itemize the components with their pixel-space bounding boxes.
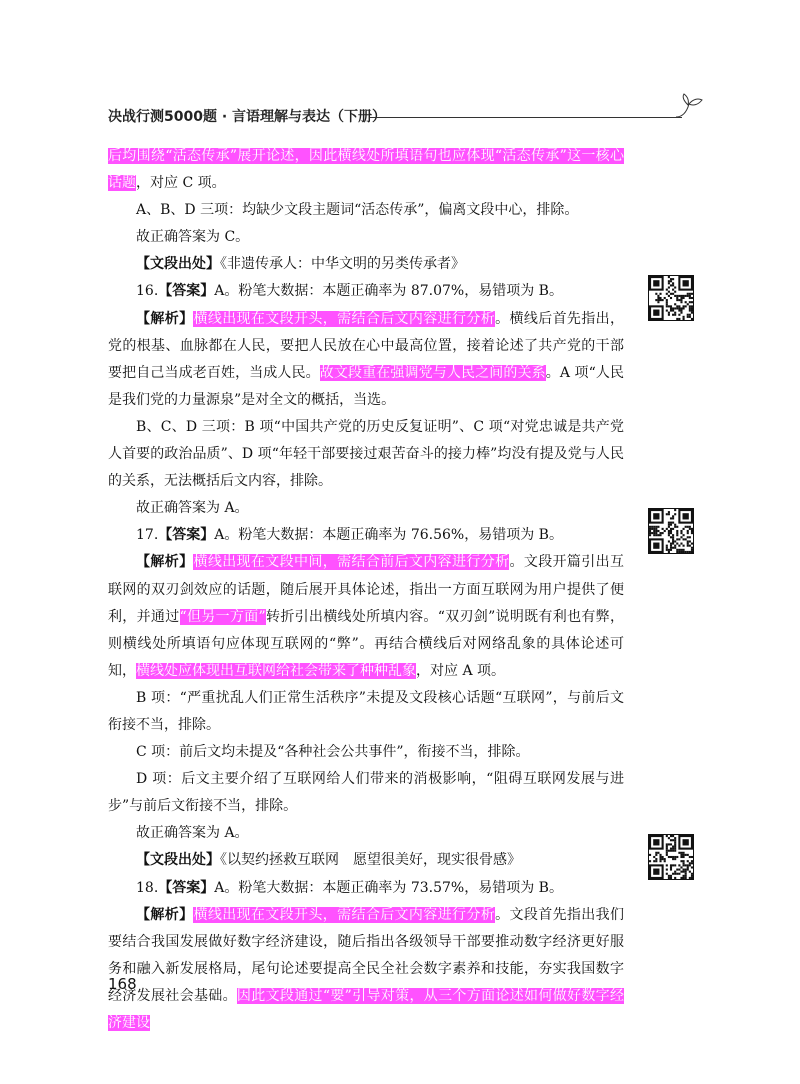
q16-analysis: 【解析】横线出现在文段开头，需结合后文内容进行分析。横线后首先指出，党的根基、血脉都在人民，要把人民放在心中最高位置，接着论述了共产党的干部要把自己当成老百姓，当成人民。故文段重在强调党与人民之间的关系。A 项“人民是我们党的力量源泉”是对全文的概括，当选。 xyxy=(108,310,625,408)
qr-code-icon[interactable] xyxy=(648,508,694,554)
page-body xyxy=(108,143,624,1037)
leaf-icon xyxy=(674,92,704,120)
q15-conclusion: 故正确答案为 C。 xyxy=(136,229,250,246)
analysis-label: 【解析】 xyxy=(136,554,194,571)
analysis-label: 【解析】 xyxy=(136,906,194,923)
book-title: 决战行测5000题 · 言语理解与表达（下册） xyxy=(108,109,387,125)
page-number: 168 xyxy=(108,975,137,993)
running-header xyxy=(108,106,698,130)
answer-label: 【答案】 xyxy=(158,879,215,896)
qr-code-icon[interactable] xyxy=(648,834,694,880)
q17-option-c: C 项：前后文均未提及“各种社会公共事件”，衔接不当，排除。 xyxy=(136,744,530,761)
q16-answer: 16.【答案】A。粉笔大数据：本题正确率为 87.07%，易错项为 B。 xyxy=(136,283,563,300)
highlighted-text: “但另一方面” xyxy=(179,608,266,625)
q18-analysis: 【解析】横线出现在文段开头，需结合后文内容进行分析。文段首先指出我们要结合我国发展做好数字经济建设，随后指出各级领导干部要推动数字经济更好服务和融入新发展格局，尾句论述要提高全民全社会数字素养和技能，夯实我国数字经济发展社会基础。因此文段通过“要”引导对策，从三个方面论述如何做好数字经济建设 xyxy=(108,906,625,1031)
highlighted-text: 横线出现在文段开头，需结合后文内容进行分析 xyxy=(193,310,496,327)
q17-option-b: B 项：“严重扰乱人们正常生活秩序”未提及文段核心话题“互联网”，与前后文衔接不当，排除。 xyxy=(108,689,624,733)
highlighted-text: 后均围绕“活态传承”展开论述，因此横线处所填语句也应体现“活态传承”这一核心话题 xyxy=(108,148,624,192)
header-rule xyxy=(370,117,682,118)
answer-label: 【答案】 xyxy=(158,527,215,544)
source-label: 【文段出处】 xyxy=(136,852,220,869)
q16-exclusion: B、C、D 三项：B 项“中国共产党的历史反复证明”、C 项“对党忠诚是共产党人首要的政治品质”、D 项“年轻干部要接过艰苦奋斗的接力棒”均没有提及党与人民的关系，无法概括后文内容，排除。 xyxy=(108,418,624,490)
source-label: 【文段出处】 xyxy=(136,256,220,273)
highlighted-text: 因此文段通过“要”引导对策，从三个方面论述如何做好数字经济建设 xyxy=(108,987,624,1031)
q17-conclusion: 故正确答案为 A。 xyxy=(136,825,249,842)
answer-label: 【答案】 xyxy=(158,283,215,300)
q17-answer: 17.【答案】A。粉笔大数据：本题正确率为 76.56%，易错项为 B。 xyxy=(136,527,563,544)
highlighted-text: 横线处应体现出互联网给社会带来了种种乱象 xyxy=(136,662,416,679)
highlighted-text: 横线出现在文段中间，需结合前后文内容进行分析 xyxy=(193,554,510,571)
q17-analysis: 【解析】横线出现在文段中间，需结合前后文内容进行分析。文段开篇引出互联网的双刃剑效应的话题，随后展开具体论述，指出一方面互联网为用户提供了便利，并通过“但另一方面”转折引出横线处所填内容。“双刃剑”说明既有利也有弊，则横线处所填语句应体现互联网的“弊”。再结合横线后对网络乱象的具体论述可知，横线处应体现出互联网给社会带来了种种乱象，对应 A 项。 xyxy=(108,554,625,679)
highlighted-text: 故文段重在强调党与人民之间的关系 xyxy=(319,364,546,381)
q18-answer: 18.【答案】A。粉笔大数据：本题正确率为 73.57%，易错项为 B。 xyxy=(136,879,563,896)
q17-source: 【文段出处】《以契约拯救互联网 愿望很美好，现实很骨感》 xyxy=(136,852,521,869)
highlighted-text: 横线出现在文段开头，需结合后文内容进行分析 xyxy=(193,906,496,923)
analysis-label: 【解析】 xyxy=(136,310,194,327)
qr-code-icon[interactable] xyxy=(648,275,694,321)
q17-option-d: D 项：后文主要介绍了互联网给人们带来的消极影响，“阻碍互联网发展与进步”与前后文衔接不当，排除。 xyxy=(108,771,624,815)
q15-analysis-continued: 后均围绕“活态传承”展开论述，因此横线处所填语句也应体现“活态传承”这一核心话题，对应 C 项。 xyxy=(108,148,624,192)
q15-exclusion: A、B、D 三项：均缺少文段主题词“活态传承”，偏离文段中心，排除。 xyxy=(136,202,579,219)
q16-conclusion: 故正确答案为 A。 xyxy=(136,500,249,517)
q15-source: 【文段出处】《非遗传承人：中华文明的另类传承者》 xyxy=(136,256,465,273)
